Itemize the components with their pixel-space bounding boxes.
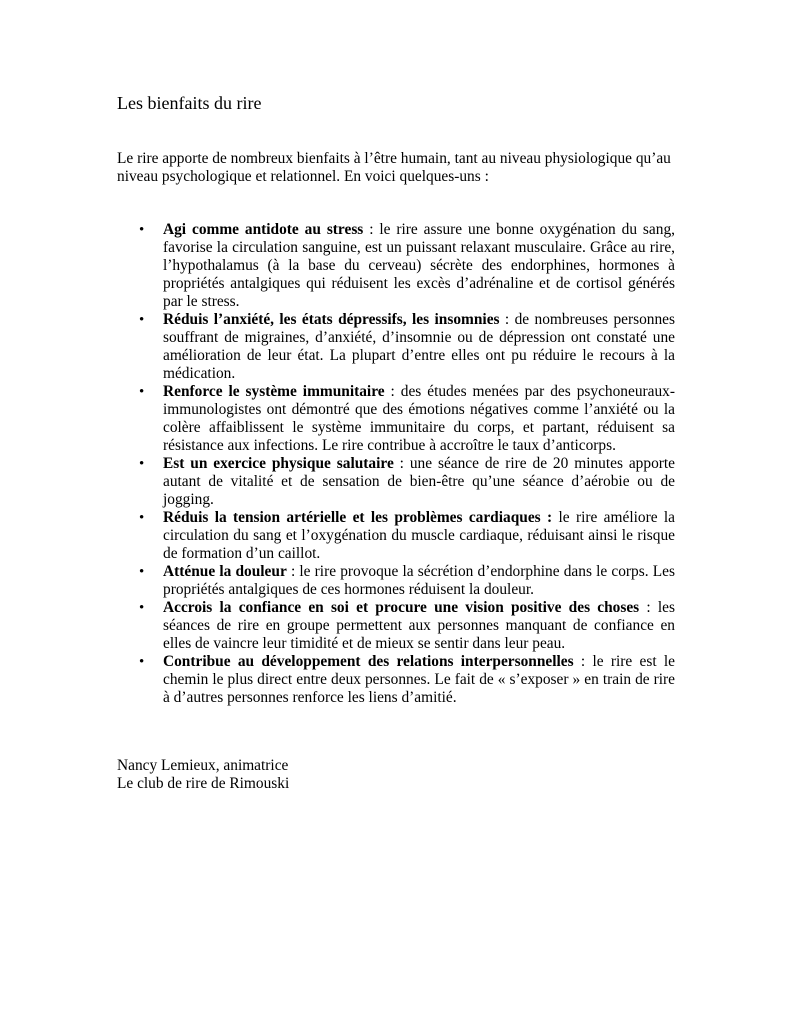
list-item xyxy=(117,653,675,707)
benefit-heading: Accrois la confiance en soi et procure une vision positive des choses xyxy=(163,599,640,616)
benefit-text: le rire améliore la circulation du sang et l’oxygénation du muscle cardiaque, réduisant ainsi le risque de formation d’un caillot. xyxy=(163,509,675,562)
bullet-icon: • xyxy=(139,654,145,670)
benefit-text: : de nombreuses personnes souffrant de migraines, d’anxiété, d’insomnie ou de dépression ont constaté une amélioration de leur état. La plupart d’entre elles ont pu réduire le recours à la médication. xyxy=(163,311,675,382)
benefit-text: : le rire assure une bonne oxygénation du sang, favorise la circulation sanguine, est un puissant relaxant musculaire. Grâce au rire, l’hypothalamus (à la base du cerveau) sécrète des endorphines, hormones à propriétés antalgiques qui réduisent les excès d’adrénaline et de cortisol générés par le stress. xyxy=(163,221,675,310)
bullet-icon: • xyxy=(139,384,145,400)
benefit-text: : les séances de rire en groupe permettent aux personnes manquant de confiance en elles de vaincre leur timidité et de mieux se sentir dans leur peau. xyxy=(163,599,675,652)
signature-block xyxy=(117,757,289,793)
list-item xyxy=(117,221,675,311)
benefits-list xyxy=(117,221,675,707)
benefit-heading: Est un exercice physique salutaire xyxy=(163,455,394,472)
benefit-heading: Agi comme antidote au stress xyxy=(163,221,364,238)
signature-club: Le club de rire de Rimouski xyxy=(117,775,290,792)
page-title: Les bienfaits du rire xyxy=(117,93,262,113)
benefit-heading: Réduis l’anxiété, les états dépressifs, les insomnies xyxy=(163,311,500,328)
bullet-icon: • xyxy=(139,564,145,580)
bullet-icon: • xyxy=(139,600,145,616)
benefit-heading: Réduis la tension artérielle et les problèmes cardiaques : xyxy=(163,509,553,526)
bullet-icon: • xyxy=(139,312,145,328)
benefit-text: : le rire provoque la sécrétion d’endorphine dans le corps. Les propriétés antalgiques de ces hormones réduisent la douleur. xyxy=(163,563,675,598)
bullet-icon: • xyxy=(139,222,145,238)
benefit-text: : une séance de rire de 20 minutes apporte autant de vitalité et de sensation de bien-être qu’une séance d’aérobie ou de jogging. xyxy=(163,455,675,508)
benefit-heading: Atténue la douleur xyxy=(163,563,287,580)
benefit-heading: Contribue au développement des relations interpersonnelles xyxy=(163,653,574,670)
list-item xyxy=(117,455,675,509)
bullet-icon: • xyxy=(139,456,145,472)
signature-name: Nancy Lemieux, animatrice xyxy=(117,757,289,774)
list-item xyxy=(117,509,675,563)
benefit-heading: Renforce le système immunitaire xyxy=(163,383,385,400)
list-item xyxy=(117,599,675,653)
list-item xyxy=(117,383,675,455)
benefit-text: : des études menées par des psychoneuraux-immunologistes ont démontré que des émotions négatives comme l’anxiété ou la colère affaiblissent le système immunitaire du corps, et partant, réduisent sa résistance aux infections. Le rire contribue à accroître le taux d’anticorps. xyxy=(163,383,675,454)
intro-paragraph: Le rire apporte de nombreux bienfaits à l’être humain, tant au niveau physiologique qu’au niveau psychologique et relationnel. En voici quelques-uns : xyxy=(117,150,671,185)
list-item xyxy=(117,563,675,599)
bullet-icon: • xyxy=(139,510,145,526)
benefit-text: : le rire est le chemin le plus direct entre deux personnes. Le fait de « s’exposer » en train de rire à d’autres personnes renforce les liens d’amitié. xyxy=(163,653,676,706)
list-item xyxy=(117,311,675,383)
